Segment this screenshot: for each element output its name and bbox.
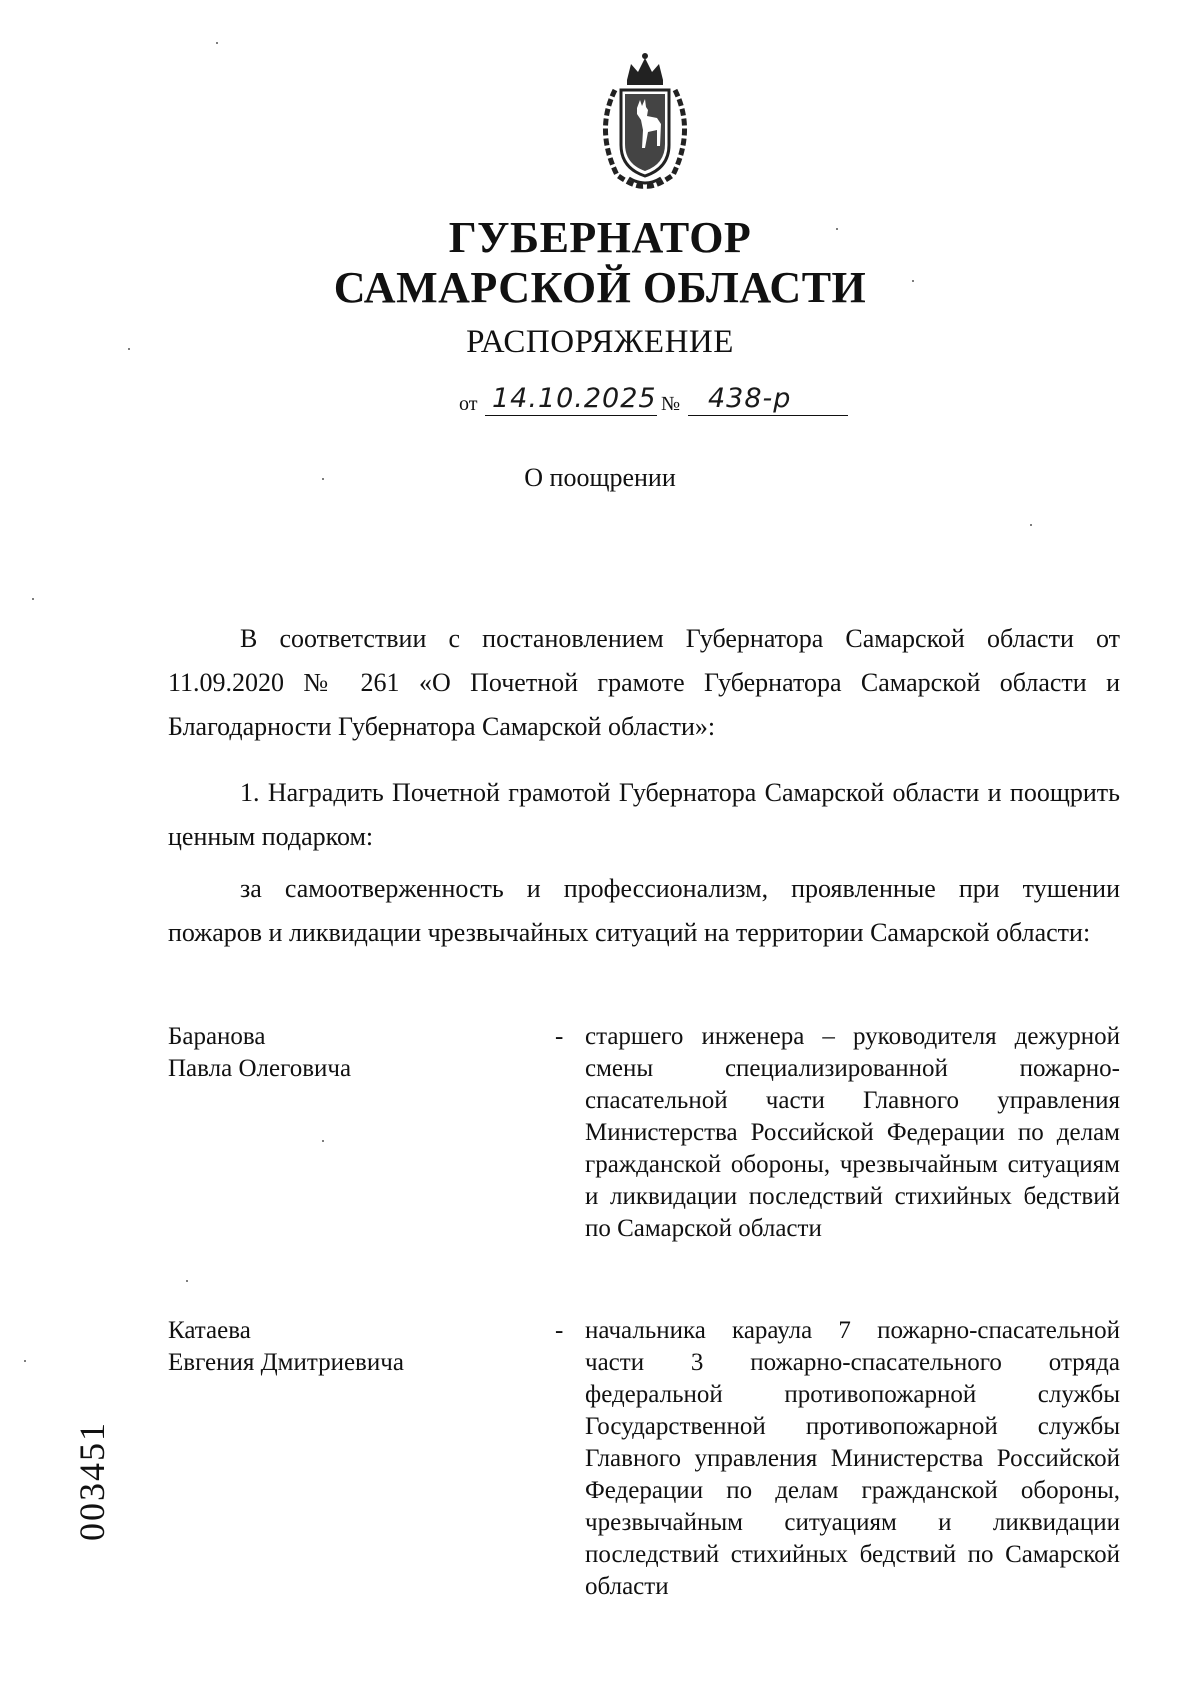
document-type: РАСПОРЯЖЕНИЕ: [466, 324, 734, 360]
awardee-name: [168, 1021, 528, 1085]
date-handwritten: 14.10.2025: [492, 383, 657, 414]
awardee-given-name: Евгения Дмитриевича: [168, 1349, 404, 1376]
scan-speck: [24, 1360, 26, 1362]
issuer-title-line1: ГУБЕРНАТОР: [448, 213, 752, 262]
awardee-position: старшего инженера – руководителя дежурной смены специализированной пожарно-спасательной части Главного управления Министерства Российской Федерации по делам гражданской обороны, чрезвычайным ситуациям и ликвидации последствий стихийных бедствий по Самарской области: [585, 1023, 1120, 1242]
date-number-line: [0, 383, 1200, 417]
scan-speck: [836, 228, 838, 230]
scan-speck: [216, 42, 218, 44]
number-label: №: [661, 393, 681, 415]
date-underline: [485, 415, 657, 416]
number-handwritten: 438-р: [708, 383, 792, 414]
award-item-paragraph: 1. Наградить Почетной грамотой Губернатора Самарской области и поощрить ценным подарком:: [168, 778, 1120, 851]
scan-speck: [128, 348, 130, 350]
awardee-dash: -: [555, 1023, 564, 1050]
scan-speck: [186, 1280, 188, 1282]
document-subject: О поощрении: [524, 463, 676, 492]
scan-speck: [912, 280, 914, 282]
date-label: от: [459, 393, 478, 415]
award-reason-paragraph: за самоотверженность и профессионализм, проявленные при тушении пожаров и ликвидации чрезвычайных ситуаций на территории Самарской области:: [168, 874, 1120, 947]
scan-speck: [322, 1140, 324, 1142]
preamble-paragraph: В соответствии с постановлением Губернатора Самарской области от 11.09.2020 № 261 «О Почетной грамоте Губернатора Самарской области и Благодарности Губернатора Самарской области»:: [168, 624, 1120, 741]
awardee-position: начальника караула 7 пожарно-спасательной части 3 пожарно-спасательного отряда федеральной противопожарной службы Государственной противопожарной службы Главного управления Министерства Российской Федерации по делам гражданской обороны, чрезвычайным ситуациям и ликвидации последствий стихийных бедствий по Самарской области: [585, 1317, 1120, 1600]
scan-speck: [1030, 524, 1032, 526]
scan-speck: [32, 598, 34, 600]
awardee-given-name: Павла Олеговича: [168, 1055, 352, 1082]
awardee-surname: Катаева: [168, 1317, 251, 1344]
number-underline: [688, 415, 848, 416]
scan-speck: [322, 478, 324, 480]
coat-of-arms-icon: [585, 50, 705, 190]
awardee-dash: -: [555, 1317, 564, 1344]
awardee-name: [168, 1315, 528, 1379]
issuer-title-line2: САМАРСКОЙ ОБЛАСТИ: [333, 263, 867, 312]
side-serial-number: 003451: [72, 1421, 112, 1541]
awardee-surname: Баранова: [168, 1023, 266, 1050]
